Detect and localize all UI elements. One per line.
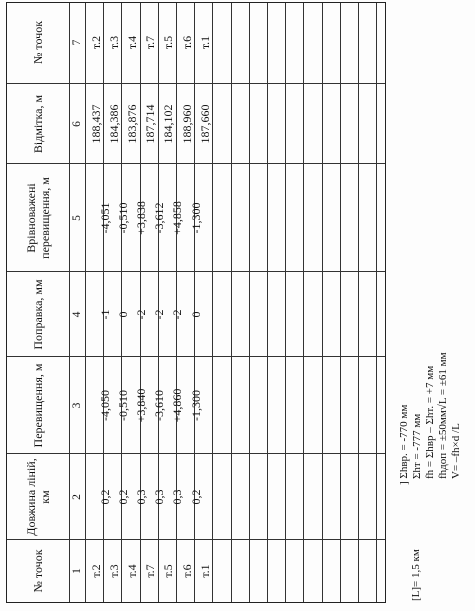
table-cell-points-out: т.5 <box>161 564 176 578</box>
table-cell-correction: 0 <box>115 311 130 318</box>
table-cell-points-in: т.7 <box>143 35 158 50</box>
table-cell-excess: -1,300 <box>188 390 203 421</box>
header-length: Довжина ліній, км <box>24 458 52 536</box>
row-divider <box>249 3 250 602</box>
table-cell-points-out: т.7 <box>143 564 158 578</box>
table-cell-balanced: -1,300 <box>188 202 203 234</box>
header-points-out: № точок <box>31 549 45 593</box>
table-cell-balanced: +3,838 <box>134 201 149 235</box>
table-cell-points-out: т.2 <box>88 564 103 578</box>
table-cell-length: 0,3 <box>134 489 149 505</box>
note-sum-length: [L]= 1,5 км <box>410 549 422 601</box>
table-cell-points-out: т.3 <box>106 564 121 578</box>
table-cell-correction: 0 <box>188 311 203 318</box>
table-cell-points-out: т.6 <box>179 564 194 578</box>
table-cell-length: 0,3 <box>152 489 167 505</box>
note-sum-theory: Σhт = -777 мм <box>411 413 423 479</box>
row-divider <box>267 3 268 602</box>
table-cell-excess: -0,510 <box>115 390 130 421</box>
note-misclosure: fh = Σhвр – Σhт. = +7 мм <box>424 365 436 479</box>
table-cell-elevation: 187,714 <box>143 104 158 144</box>
table-cell-correction: -1 <box>97 309 112 320</box>
note-tolerance: fhдоп = ±50мм√L = ±61 мм <box>437 352 449 479</box>
table-cell-correction: -2 <box>170 309 185 320</box>
table-cell-balanced: -0,510 <box>115 202 130 234</box>
table-cell-correction: -2 <box>152 309 167 320</box>
column-number: 7 <box>70 39 83 46</box>
row-divider <box>303 3 304 602</box>
table-cell-elevation: 188,960 <box>179 104 194 144</box>
header-correction: Поправка, мм <box>31 279 45 350</box>
table-cell-elevation: 184,386 <box>106 104 121 144</box>
note-correction: V= –fh×d /L <box>450 423 462 479</box>
table-cell-elevation: 183,876 <box>124 104 139 144</box>
row-divider <box>340 3 341 602</box>
table-cell-excess <box>205 357 223 454</box>
row-divider <box>358 3 359 602</box>
row-divider <box>231 3 232 602</box>
row-divider <box>285 3 286 602</box>
table-cell-length: 0,2 <box>97 489 112 505</box>
table-cell-length <box>205 454 223 540</box>
table-cell-balanced: -4,051 <box>97 202 112 234</box>
column-number: 4 <box>70 311 83 318</box>
header-elevation: Відмітка, м <box>31 94 45 154</box>
table-cell-points-in: т.6 <box>179 35 194 50</box>
table-cell-balanced: -3,612 <box>152 202 167 234</box>
number-row-divider <box>85 3 86 602</box>
table-cell-elevation: 184,102 <box>161 104 176 144</box>
row-divider <box>376 3 377 602</box>
table-cell-points-in: т.5 <box>161 35 176 50</box>
table-cell-excess: -4,050 <box>97 390 112 421</box>
table-cell-excess: -3,610 <box>152 390 167 421</box>
calculation-notes <box>396 3 470 603</box>
column-number: 3 <box>70 402 83 409</box>
column-number: 2 <box>70 494 83 500</box>
table-cell-length: 0,2 <box>115 489 130 505</box>
table-cell-points-out: т.1 <box>197 564 212 578</box>
column-number: 5 <box>70 215 83 221</box>
table-cell-points-out: т.4 <box>124 564 139 578</box>
column-number: 6 <box>70 121 83 127</box>
table-cell-balanced <box>205 164 223 272</box>
table-cell-points-in: т.4 <box>124 35 139 50</box>
header-balanced: Врівноважені перевищення, м <box>24 177 52 259</box>
table-cell-points-in: т.2 <box>88 35 103 50</box>
table-cell-excess: +3,840 <box>134 388 149 423</box>
table-cell-elevation: 188,437 <box>88 104 103 144</box>
table-cell-excess: +4,860 <box>170 388 185 423</box>
table-cell-balanced: +4,858 <box>170 201 185 235</box>
table-cell-elevation: 187,660 <box>197 104 212 144</box>
row-divider <box>322 3 323 602</box>
table-cell-correction <box>205 272 223 357</box>
column-number: 1 <box>70 568 83 574</box>
table-cell-points-in: т.3 <box>106 35 121 50</box>
note-sum-measured: ] Σhвр. = -770 мм <box>398 404 410 485</box>
leveling-table <box>6 2 386 603</box>
table-cell-length: 0,3 <box>170 489 185 505</box>
table-cell-length: 0,2 <box>188 489 203 505</box>
table-cell-points-in: т.1 <box>197 35 212 50</box>
header-excess: Перевищення, м <box>31 363 45 448</box>
table-cell-correction: -2 <box>134 309 149 320</box>
header-points-in: № точок <box>31 20 45 65</box>
